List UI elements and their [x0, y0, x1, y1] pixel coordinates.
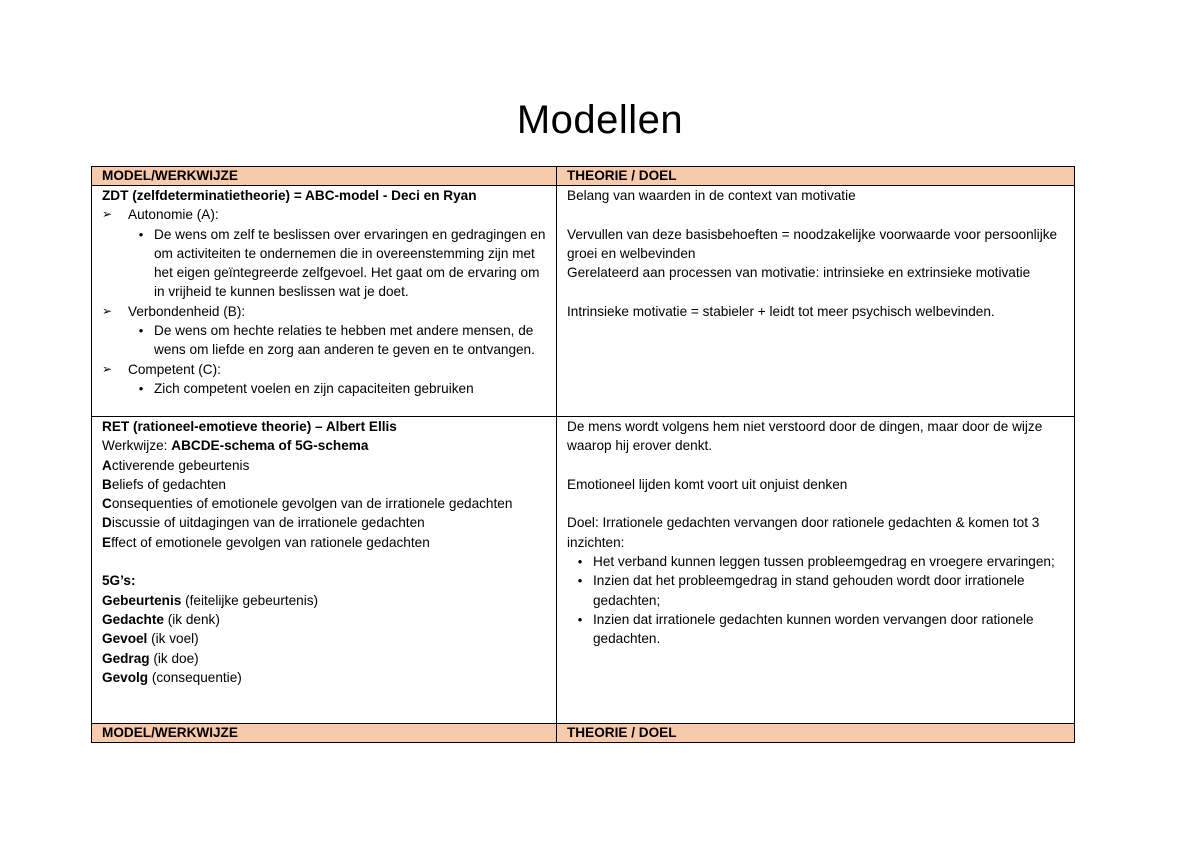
sub-item-autonomie: • De wens om zelf te beslissen over ervaringen en gedragingen en om activiteiten te ondernemen die in overeenstemming zijn met het eigen geïntegreerde zelfgevoel. Het gaat om de ervaring om in vrijheid te kunnen beslissen wat je doet.: [102, 225, 546, 302]
table-header-row: [92, 167, 1075, 186]
abcde-item-b: Beliefs of gedachten: [102, 476, 226, 492]
arrow-bullet-icon: ➢: [102, 207, 113, 222]
fiveg-item-gedachte: Gedachte (ik denk): [102, 611, 220, 627]
bullet-icon: •: [577, 573, 583, 589]
zdt-theory-p3: Gerelateerd aan processen van motivatie: intrinsieke en extrinsieke motivatie: [567, 265, 1031, 281]
bullet-icon: •: [138, 380, 144, 396]
arrow-bullet-icon: ➢: [102, 303, 113, 318]
ret-heading: RET (rationeel-emotieve theorie) – Albert Ellis: [102, 419, 397, 434]
zdt-theory-p1: Belang van waarden in de context van motivatie: [567, 188, 856, 203]
table-footer-header-row: [92, 724, 1075, 743]
cell-ret-model: [92, 417, 557, 724]
bullet-icon: •: [138, 323, 144, 339]
abcde-item-e: Effect of emotionele gevolgen van rationele gedachten: [102, 534, 430, 550]
cell-ret-theory: [557, 417, 1075, 724]
arrow-bullet-icon: ➢: [102, 361, 113, 376]
models-table: [91, 166, 1075, 743]
ret-bullet-2: • Inzien dat het probleemgedrag in stand gehouden wordt door irrationele gedachten;: [567, 571, 1064, 610]
abcde-item-c: Consequenties of emotionele gevolgen van de irrationele gedachten: [102, 496, 513, 512]
zdt-theory-p2: Vervullen van deze basisbehoeften = noodzakelijke voorwaarde voor persoonlijke groei en welbevinden: [567, 226, 1058, 261]
fiveg-item-gedrag: Gedrag (ik doe): [102, 650, 199, 666]
fiveg-item-gevoel: Gevoel (ik voel): [102, 631, 199, 647]
fiveg-item-gevolg: Gevolg (consequentie): [102, 669, 242, 685]
header-cell-theory: THEORIE / DOEL: [557, 167, 1075, 186]
abcde-item-a: Activerende gebeurtenis: [102, 457, 250, 473]
sub-item-verbondenheid: • De wens om hechte relaties te hebben met andere mensen, de wens om liefde en zorg aan anderen te geven en te ontvangen.: [102, 321, 546, 360]
footer-header-cell-theory: THEORIE / DOEL: [557, 724, 1075, 743]
fiveg-heading: 5G’s:: [102, 573, 136, 589]
table-row-zdt: [92, 186, 1075, 417]
ret-theory-p2: Emotioneel lijden komt voort uit onjuist denken: [567, 476, 848, 492]
ret-theory-p1: De mens wordt volgens hem niet verstoord door de dingen, maar door de wijze waarop hij erover denkt.: [567, 419, 1043, 454]
ret-theory-p3: Doel: Irrationele gedachten vervangen door rationele gedachten & komen tot 3 inzichten:: [567, 515, 1040, 550]
bullet-icon: •: [577, 611, 583, 627]
header-cell-model: MODEL/WERKWIJZE: [92, 167, 557, 186]
cell-zdt-model: [92, 186, 557, 417]
ret-bullet-1: • Het verband kunnen leggen tussen probleemgedrag en vroegere ervaringen;: [567, 552, 1064, 571]
table-row-ret: [92, 417, 1075, 724]
list-item-verbondenheid: ➢ Verbondenheid (B):: [102, 302, 546, 321]
sub-item-competent: • Zich competent voelen en zijn capaciteiten gebruiken: [102, 379, 546, 398]
fiveg-item-gebeurtenis: Gebeurtenis (feitelijke gebeurtenis): [102, 592, 319, 608]
bullet-icon: •: [138, 226, 144, 242]
zdt-theory-p4: Intrinsieke motivatie = stabieler + leidt tot meer psychisch welbevinden.: [567, 303, 995, 319]
zdt-heading: ZDT (zelfdeterminatietheorie) = ABC-model - Deci en Ryan: [102, 188, 477, 203]
list-item-autonomie: ➢ Autonomie (A):: [102, 205, 546, 224]
cell-zdt-theory: [557, 186, 1075, 417]
page-title: Modellen: [516, 98, 684, 142]
abcde-item-d: Discussie of uitdagingen van de irrationele gedachten: [102, 515, 425, 531]
ret-bullet-3: • Inzien dat irrationele gedachten kunnen worden vervangen door rationele gedachten.: [567, 610, 1064, 649]
footer-header-cell-model: MODEL/WERKWIJZE: [92, 724, 557, 743]
list-item-competent: ➢ Competent (C):: [102, 360, 546, 379]
ret-werkwijze: Werkwijze: ABCDE-schema of 5G-schema: [102, 438, 369, 454]
bullet-icon: •: [577, 554, 583, 570]
